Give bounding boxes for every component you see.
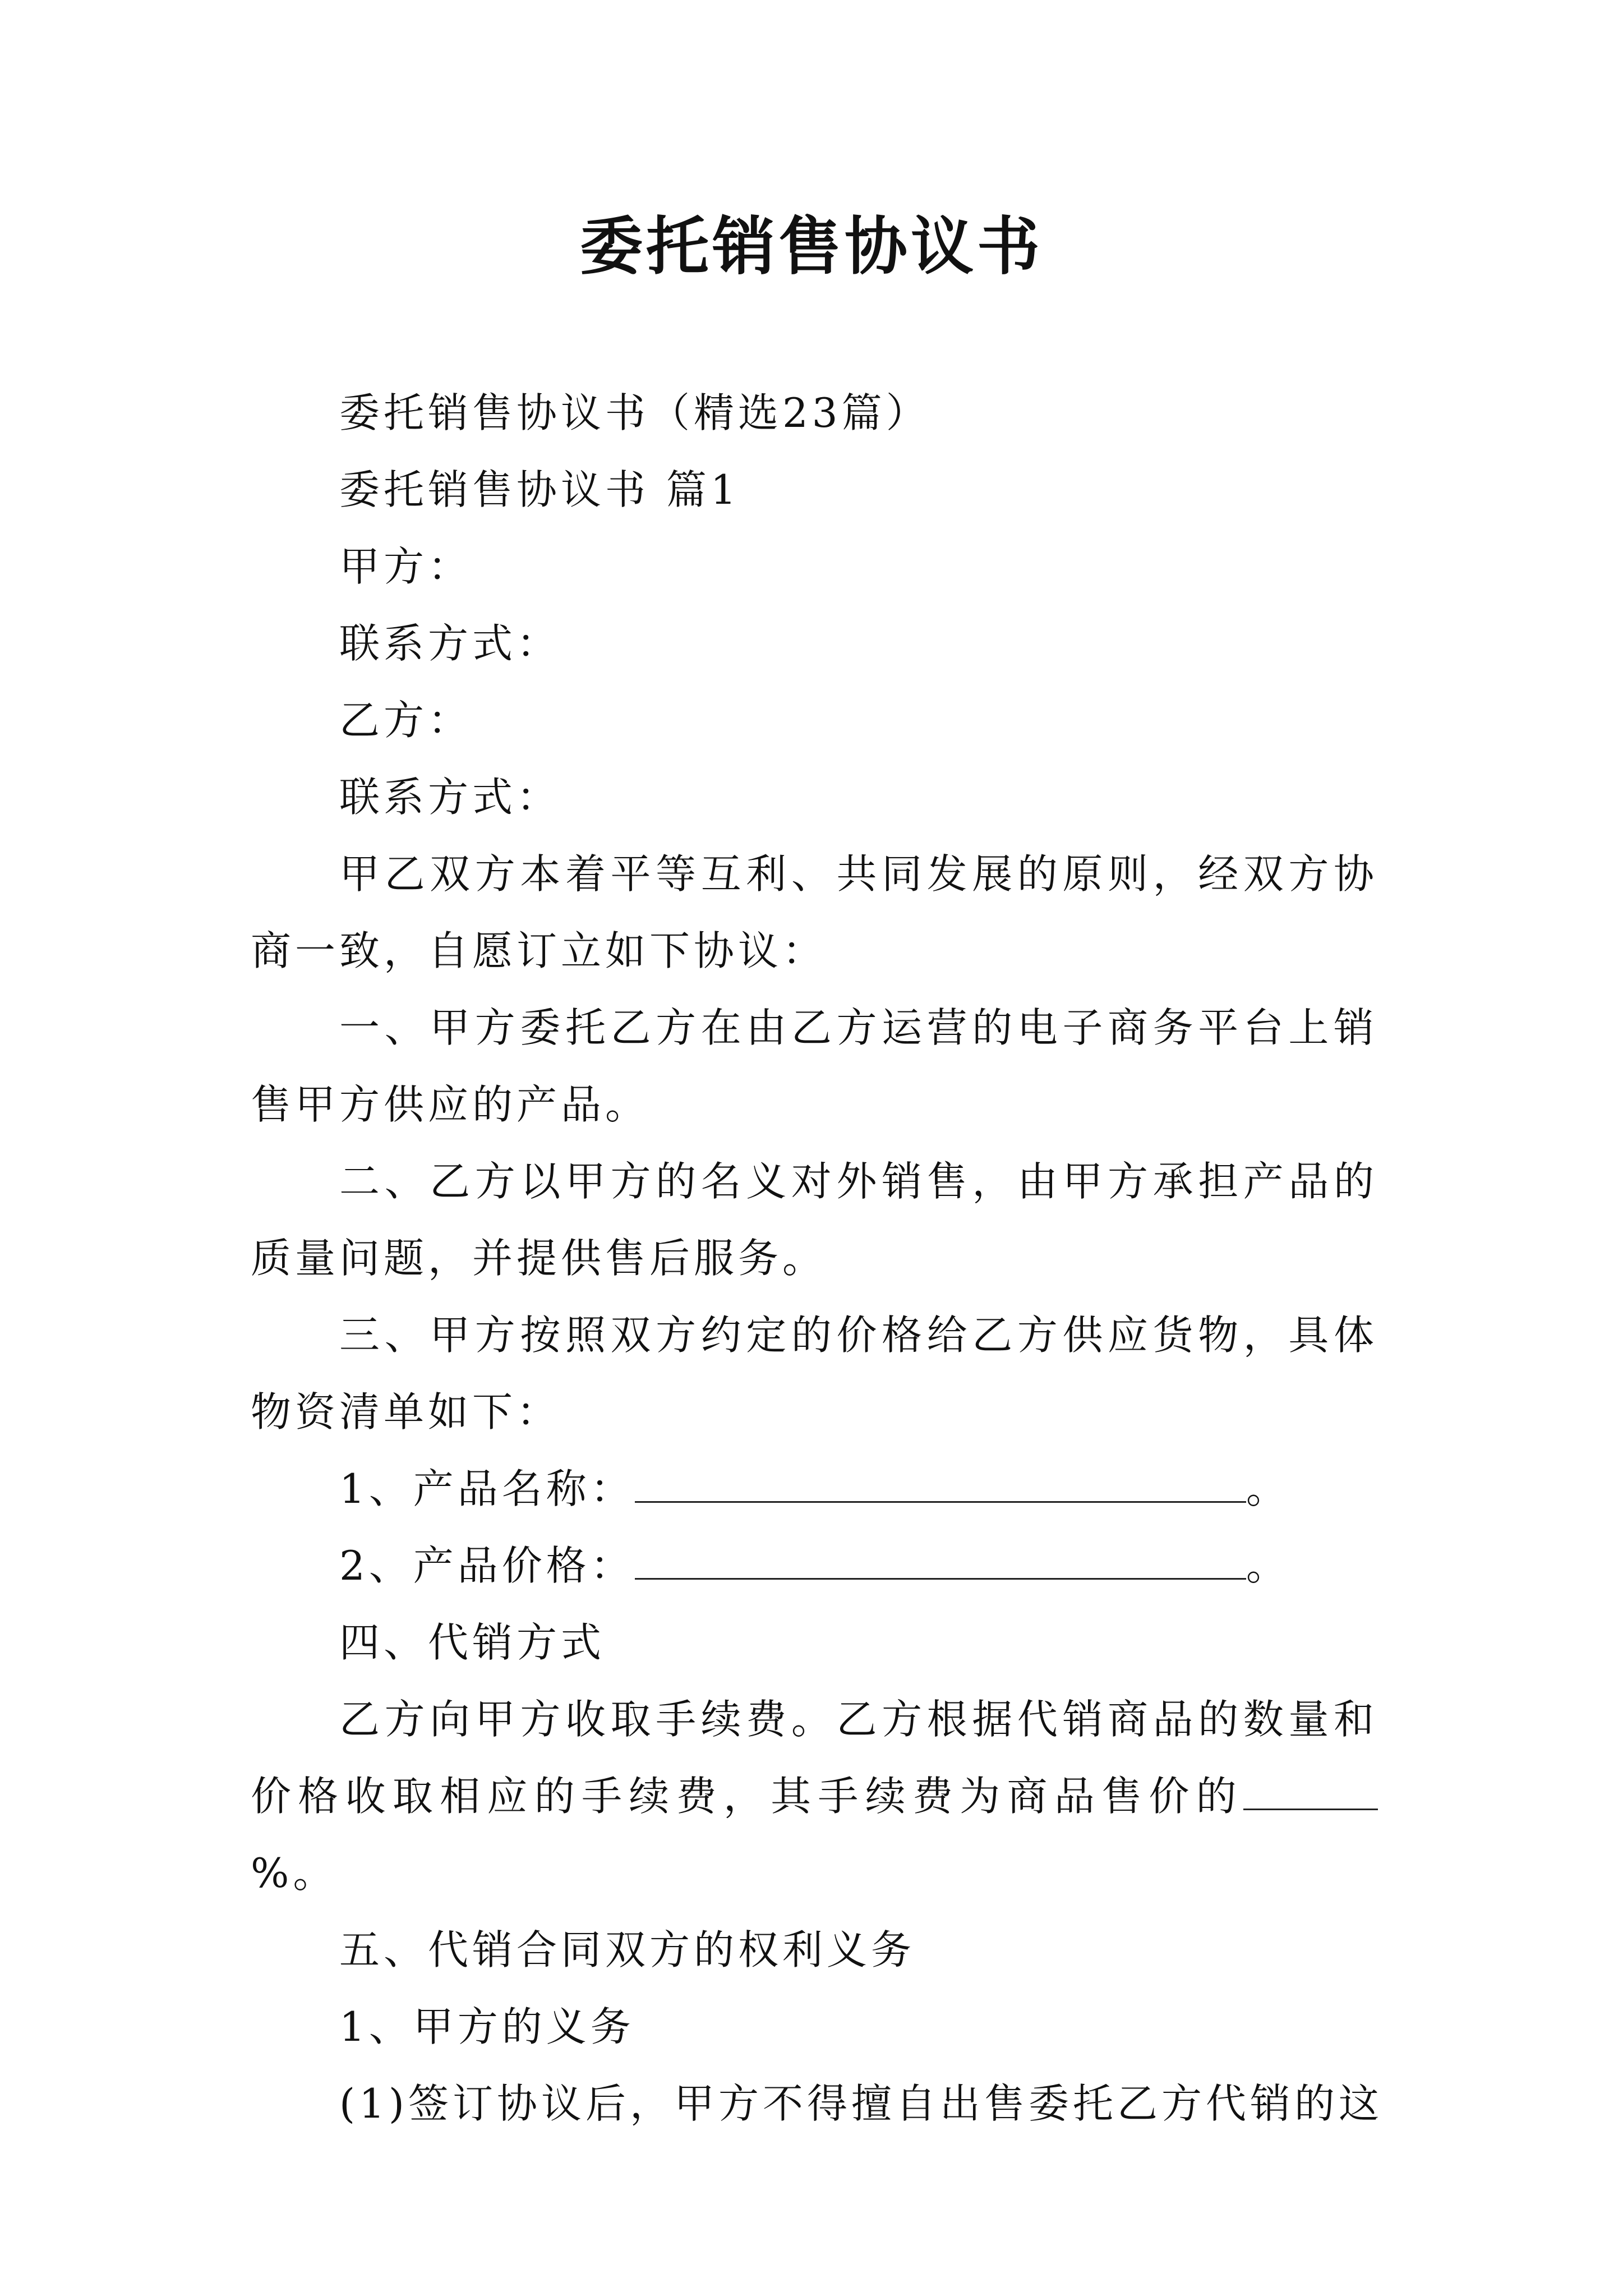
product-name-label: 1、产品名称： — [339, 1465, 635, 1512]
duty-item-1: (1)签订协议后，甲方不得擅自出售委托乙方代销的这 — [339, 2080, 1383, 2127]
product-name-blank — [635, 1465, 1246, 1503]
product-name-end: 。 — [1246, 1465, 1290, 1512]
product-name-line — [251, 1451, 1378, 1527]
clause-4-text — [251, 1681, 1378, 1912]
clause-2: 二、乙方以甲方的名义对外销售，由甲方承担产品的质量问题，并提供售后服务。 — [251, 1158, 1378, 1282]
party-a-label: 甲方： — [339, 543, 473, 590]
product-price-end: 。 — [1246, 1542, 1290, 1589]
fee-percent-blank — [1243, 1773, 1378, 1810]
clause-3: 三、甲方按照双方约定的价格给乙方供应货物，具体物资清单如下： — [251, 1312, 1378, 1435]
section-heading: 委托销售协议书 篇1 — [339, 466, 740, 513]
party-b-contact-label: 联系方式： — [339, 774, 561, 821]
fee-text: 乙方向甲方收取手续费。乙方根据代销商品的数量和价格收取相应的手续费，其手续费为商品售价的 — [251, 1696, 1378, 1820]
party-a-duties-heading: 1、甲方的义务 — [339, 2003, 635, 2050]
party-b-label: 乙方： — [339, 697, 473, 744]
intro-paragraph: 甲乙双方本着平等互利、共同发展的原则，经双方协商一致，自愿订立如下协议： — [251, 850, 1378, 974]
clause-1: 一、甲方委托乙方在由乙方运营的电子商务平台上销售甲方供应的产品。 — [251, 1004, 1378, 1128]
clause-4-heading: 四、代销方式 — [339, 1619, 606, 1666]
document-body — [251, 375, 1383, 2142]
product-price-line — [251, 1527, 1378, 1604]
subtitle-line: 委托销售协议书（精选23篇） — [339, 389, 930, 436]
product-price-blank — [635, 1542, 1246, 1580]
document-title: 委托销售协议书 — [580, 210, 1043, 283]
product-price-label: 2、产品价格： — [339, 1542, 635, 1589]
fee-end: %。 — [251, 1849, 338, 1897]
clause-5-heading: 五、代销合同双方的权利义务 — [339, 1926, 916, 1973]
party-a-contact-label: 联系方式： — [339, 620, 561, 667]
